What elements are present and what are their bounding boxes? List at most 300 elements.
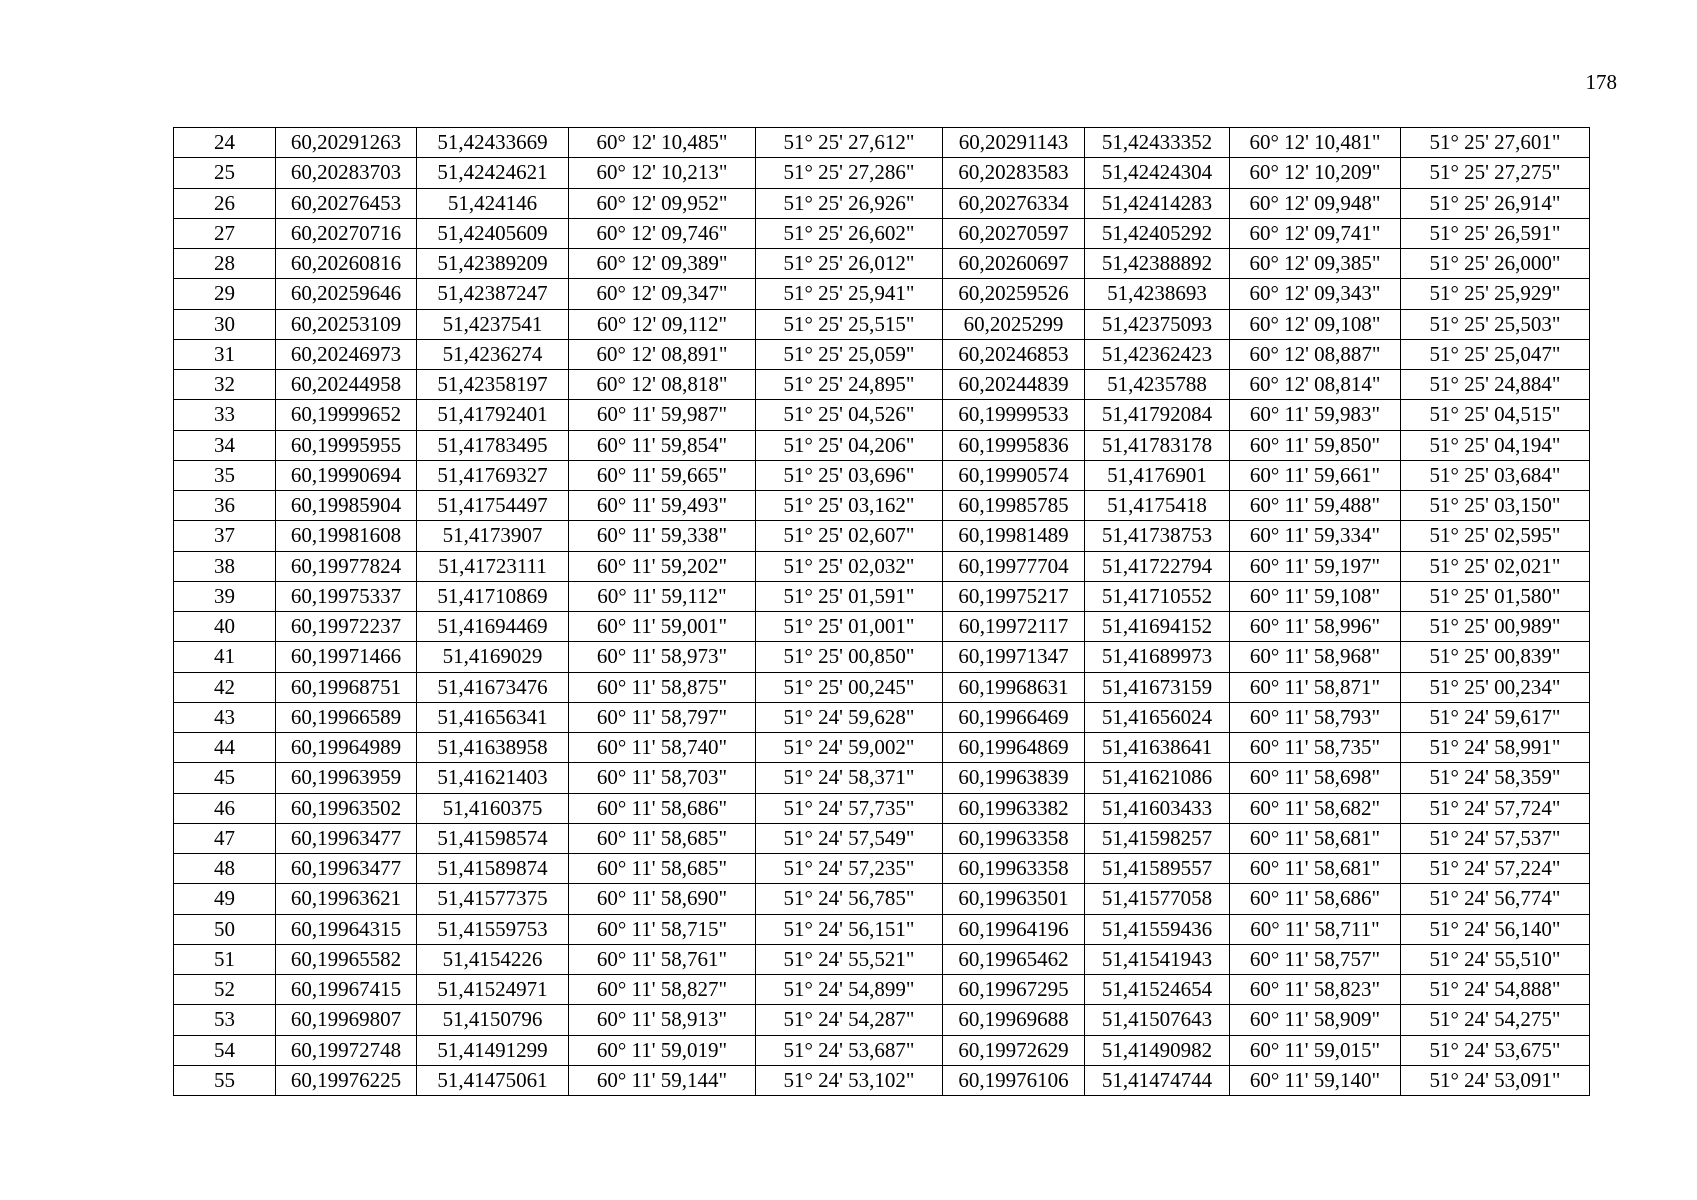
latitude-decimal-cell: 60,19985904 <box>276 491 417 521</box>
point-number-cell: 26 <box>174 188 276 218</box>
longitude-dms-2-cell: 51° 25' 25,047" <box>1401 339 1590 369</box>
longitude-decimal-cell: 51,41792401 <box>417 400 569 430</box>
longitude-decimal-2-cell: 51,41710552 <box>1085 581 1230 611</box>
latitude-decimal-cell: 60,20244958 <box>276 370 417 400</box>
table-row <box>174 309 1590 339</box>
longitude-decimal-cell: 51,41559753 <box>417 914 569 944</box>
point-number-cell: 34 <box>174 430 276 460</box>
table-row <box>174 1065 1590 1095</box>
table-row <box>174 128 1590 158</box>
latitude-decimal-cell: 60,20270716 <box>276 218 417 248</box>
longitude-decimal-2-cell: 51,41577058 <box>1085 884 1230 914</box>
latitude-dms-cell: 60° 12' 08,891" <box>569 339 756 369</box>
latitude-dms-cell: 60° 11' 58,827" <box>569 975 756 1005</box>
latitude-decimal-cell: 60,19963502 <box>276 793 417 823</box>
longitude-dms-2-cell: 51° 24' 58,359" <box>1401 763 1590 793</box>
longitude-dms-cell: 51° 24' 53,687" <box>756 1035 943 1065</box>
latitude-decimal-cell: 60,19981608 <box>276 521 417 551</box>
latitude-dms-cell: 60° 12' 10,213" <box>569 158 756 188</box>
longitude-decimal-2-cell: 51,42405292 <box>1085 218 1230 248</box>
longitude-dms-cell: 51° 25' 24,895" <box>756 370 943 400</box>
longitude-decimal-cell: 51,42433669 <box>417 128 569 158</box>
latitude-decimal-2-cell: 60,20246853 <box>943 339 1085 369</box>
longitude-dms-cell: 51° 24' 53,102" <box>756 1065 943 1095</box>
longitude-decimal-2-cell: 51,41621086 <box>1085 763 1230 793</box>
latitude-dms-2-cell: 60° 11' 58,996" <box>1230 612 1401 642</box>
longitude-decimal-cell: 51,41673476 <box>417 672 569 702</box>
latitude-decimal-2-cell: 60,19963358 <box>943 823 1085 853</box>
longitude-decimal-2-cell: 51,41638641 <box>1085 733 1230 763</box>
latitude-decimal-2-cell: 60,20291143 <box>943 128 1085 158</box>
latitude-decimal-2-cell: 60,19967295 <box>943 975 1085 1005</box>
latitude-dms-cell: 60° 11' 58,875" <box>569 672 756 702</box>
point-number-cell: 33 <box>174 400 276 430</box>
table-row <box>174 672 1590 702</box>
longitude-decimal-cell: 51,41589874 <box>417 854 569 884</box>
longitude-decimal-cell: 51,4237541 <box>417 309 569 339</box>
latitude-decimal-cell: 60,19976225 <box>276 1065 417 1095</box>
point-number-cell: 29 <box>174 279 276 309</box>
longitude-dms-2-cell: 51° 25' 27,275" <box>1401 158 1590 188</box>
longitude-dms-2-cell: 51° 25' 24,884" <box>1401 370 1590 400</box>
longitude-dms-2-cell: 51° 24' 57,537" <box>1401 823 1590 853</box>
longitude-decimal-cell: 51,41754497 <box>417 491 569 521</box>
latitude-dms-cell: 60° 11' 58,740" <box>569 733 756 763</box>
latitude-dms-cell: 60° 11' 58,715" <box>569 914 756 944</box>
latitude-dms-cell: 60° 12' 09,347" <box>569 279 756 309</box>
point-number-cell: 45 <box>174 763 276 793</box>
latitude-decimal-cell: 60,19969807 <box>276 1005 417 1035</box>
point-number-cell: 51 <box>174 944 276 974</box>
latitude-dms-2-cell: 60° 12' 09,343" <box>1230 279 1401 309</box>
point-number-cell: 37 <box>174 521 276 551</box>
longitude-decimal-cell: 51,42358197 <box>417 370 569 400</box>
latitude-decimal-cell: 60,19963477 <box>276 854 417 884</box>
table-row <box>174 793 1590 823</box>
table-row <box>174 400 1590 430</box>
latitude-dms-2-cell: 60° 11' 59,108" <box>1230 581 1401 611</box>
table-row <box>174 430 1590 460</box>
point-number-cell: 27 <box>174 218 276 248</box>
point-number-cell: 36 <box>174 491 276 521</box>
longitude-dms-2-cell: 51° 25' 26,000" <box>1401 249 1590 279</box>
latitude-dms-cell: 60° 11' 58,973" <box>569 642 756 672</box>
latitude-dms-cell: 60° 12' 10,485" <box>569 128 756 158</box>
latitude-decimal-cell: 60,20253109 <box>276 309 417 339</box>
longitude-dms-cell: 51° 24' 57,549" <box>756 823 943 853</box>
longitude-dms-cell: 51° 24' 59,002" <box>756 733 943 763</box>
latitude-dms-cell: 60° 12' 09,746" <box>569 218 756 248</box>
latitude-dms-2-cell: 60° 11' 59,334" <box>1230 521 1401 551</box>
point-number-cell: 32 <box>174 370 276 400</box>
latitude-decimal-cell: 60,19999652 <box>276 400 417 430</box>
latitude-dms-2-cell: 60° 11' 59,661" <box>1230 460 1401 490</box>
latitude-decimal-2-cell: 60,20259526 <box>943 279 1085 309</box>
longitude-decimal-2-cell: 51,4175418 <box>1085 491 1230 521</box>
point-number-cell: 38 <box>174 551 276 581</box>
latitude-decimal-cell: 60,19964315 <box>276 914 417 944</box>
longitude-decimal-2-cell: 51,41474744 <box>1085 1065 1230 1095</box>
latitude-dms-2-cell: 60° 11' 58,681" <box>1230 854 1401 884</box>
longitude-dms-2-cell: 51° 25' 26,914" <box>1401 188 1590 218</box>
longitude-dms-2-cell: 51° 25' 00,989" <box>1401 612 1590 642</box>
longitude-dms-2-cell: 51° 24' 57,224" <box>1401 854 1590 884</box>
latitude-dms-cell: 60° 11' 58,686" <box>569 793 756 823</box>
longitude-decimal-cell: 51,4154226 <box>417 944 569 974</box>
longitude-decimal-2-cell: 51,42414283 <box>1085 188 1230 218</box>
latitude-dms-2-cell: 60° 11' 59,015" <box>1230 1035 1401 1065</box>
latitude-decimal-2-cell: 60,19963839 <box>943 763 1085 793</box>
table-row <box>174 460 1590 490</box>
point-number-cell: 40 <box>174 612 276 642</box>
latitude-decimal-cell: 60,19968751 <box>276 672 417 702</box>
latitude-decimal-2-cell: 60,19975217 <box>943 581 1085 611</box>
longitude-decimal-2-cell: 51,41507643 <box>1085 1005 1230 1035</box>
latitude-dms-cell: 60° 11' 59,338" <box>569 521 756 551</box>
table-row <box>174 702 1590 732</box>
latitude-decimal-cell: 60,19972237 <box>276 612 417 642</box>
longitude-dms-cell: 51° 25' 27,612" <box>756 128 943 158</box>
longitude-dms-2-cell: 51° 24' 56,774" <box>1401 884 1590 914</box>
table-row <box>174 733 1590 763</box>
longitude-dms-2-cell: 51° 24' 58,991" <box>1401 733 1590 763</box>
latitude-decimal-2-cell: 60,20270597 <box>943 218 1085 248</box>
table-row <box>174 551 1590 581</box>
longitude-decimal-cell: 51,41491299 <box>417 1035 569 1065</box>
longitude-dms-2-cell: 51° 24' 57,724" <box>1401 793 1590 823</box>
latitude-decimal-cell: 60,19971466 <box>276 642 417 672</box>
longitude-dms-2-cell: 51° 25' 26,591" <box>1401 218 1590 248</box>
latitude-decimal-2-cell: 60,19963382 <box>943 793 1085 823</box>
table-row <box>174 521 1590 551</box>
table-row <box>174 339 1590 369</box>
longitude-decimal-2-cell: 51,41490982 <box>1085 1035 1230 1065</box>
longitude-decimal-cell: 51,41638958 <box>417 733 569 763</box>
longitude-dms-2-cell: 51° 25' 03,684" <box>1401 460 1590 490</box>
latitude-dms-cell: 60° 11' 59,987" <box>569 400 756 430</box>
point-number-cell: 47 <box>174 823 276 853</box>
latitude-decimal-2-cell: 60,19977704 <box>943 551 1085 581</box>
point-number-cell: 24 <box>174 128 276 158</box>
latitude-decimal-cell: 60,19966589 <box>276 702 417 732</box>
latitude-decimal-2-cell: 60,19969688 <box>943 1005 1085 1035</box>
latitude-dms-2-cell: 60° 11' 58,757" <box>1230 944 1401 974</box>
longitude-dms-cell: 51° 24' 55,521" <box>756 944 943 974</box>
latitude-dms-2-cell: 60° 11' 58,686" <box>1230 884 1401 914</box>
latitude-dms-2-cell: 60° 11' 58,682" <box>1230 793 1401 823</box>
latitude-dms-2-cell: 60° 12' 09,741" <box>1230 218 1401 248</box>
longitude-decimal-2-cell: 51,41689973 <box>1085 642 1230 672</box>
longitude-dms-cell: 51° 25' 02,607" <box>756 521 943 551</box>
latitude-decimal-2-cell: 60,19976106 <box>943 1065 1085 1095</box>
latitude-dms-2-cell: 60° 12' 08,814" <box>1230 370 1401 400</box>
latitude-dms-cell: 60° 12' 09,952" <box>569 188 756 218</box>
longitude-dms-cell: 51° 25' 02,032" <box>756 551 943 581</box>
latitude-dms-cell: 60° 11' 58,685" <box>569 823 756 853</box>
point-number-cell: 28 <box>174 249 276 279</box>
point-number-cell: 50 <box>174 914 276 944</box>
table-row <box>174 975 1590 1005</box>
longitude-dms-cell: 51° 25' 27,286" <box>756 158 943 188</box>
longitude-decimal-2-cell: 51,41783178 <box>1085 430 1230 460</box>
latitude-decimal-cell: 60,19963621 <box>276 884 417 914</box>
longitude-dms-2-cell: 51° 25' 02,595" <box>1401 521 1590 551</box>
table-row <box>174 491 1590 521</box>
table-row <box>174 370 1590 400</box>
table-row <box>174 884 1590 914</box>
longitude-decimal-2-cell: 51,42375093 <box>1085 309 1230 339</box>
longitude-decimal-cell: 51,42387247 <box>417 279 569 309</box>
longitude-dms-cell: 51° 24' 58,371" <box>756 763 943 793</box>
latitude-dms-cell: 60° 11' 58,913" <box>569 1005 756 1035</box>
longitude-dms-2-cell: 51° 25' 04,194" <box>1401 430 1590 460</box>
latitude-dms-2-cell: 60° 11' 58,698" <box>1230 763 1401 793</box>
longitude-dms-cell: 51° 25' 25,059" <box>756 339 943 369</box>
latitude-decimal-2-cell: 60,19968631 <box>943 672 1085 702</box>
table-row <box>174 642 1590 672</box>
longitude-decimal-cell: 51,42424621 <box>417 158 569 188</box>
longitude-dms-cell: 51° 24' 54,287" <box>756 1005 943 1035</box>
latitude-decimal-2-cell: 60,19995836 <box>943 430 1085 460</box>
point-number-cell: 55 <box>174 1065 276 1095</box>
point-number-cell: 35 <box>174 460 276 490</box>
longitude-decimal-cell: 51,41783495 <box>417 430 569 460</box>
latitude-dms-2-cell: 60° 11' 59,850" <box>1230 430 1401 460</box>
latitude-decimal-cell: 60,20246973 <box>276 339 417 369</box>
latitude-decimal-2-cell: 60,19985785 <box>943 491 1085 521</box>
page-number: 178 <box>1585 70 1617 94</box>
longitude-decimal-cell: 51,41710869 <box>417 581 569 611</box>
longitude-decimal-2-cell: 51,41673159 <box>1085 672 1230 702</box>
latitude-dms-2-cell: 60° 11' 58,681" <box>1230 823 1401 853</box>
longitude-dms-2-cell: 51° 25' 00,839" <box>1401 642 1590 672</box>
longitude-decimal-cell: 51,4173907 <box>417 521 569 551</box>
latitude-decimal-cell: 60,19963477 <box>276 823 417 853</box>
longitude-decimal-2-cell: 51,4235788 <box>1085 370 1230 400</box>
longitude-dms-cell: 51° 24' 57,235" <box>756 854 943 884</box>
table-row <box>174 218 1590 248</box>
longitude-dms-2-cell: 51° 24' 55,510" <box>1401 944 1590 974</box>
latitude-dms-2-cell: 60° 12' 09,385" <box>1230 249 1401 279</box>
longitude-dms-cell: 51° 25' 03,162" <box>756 491 943 521</box>
longitude-decimal-cell: 51,41475061 <box>417 1065 569 1095</box>
longitude-dms-2-cell: 51° 24' 53,091" <box>1401 1065 1590 1095</box>
longitude-dms-cell: 51° 25' 03,696" <box>756 460 943 490</box>
table-row <box>174 763 1590 793</box>
point-number-cell: 52 <box>174 975 276 1005</box>
longitude-decimal-2-cell: 51,4176901 <box>1085 460 1230 490</box>
longitude-decimal-cell: 51,41656341 <box>417 702 569 732</box>
longitude-dms-2-cell: 51° 24' 59,617" <box>1401 702 1590 732</box>
latitude-dms-2-cell: 60° 11' 59,140" <box>1230 1065 1401 1095</box>
latitude-decimal-2-cell: 60,19999533 <box>943 400 1085 430</box>
point-number-cell: 54 <box>174 1035 276 1065</box>
latitude-decimal-cell: 60,19972748 <box>276 1035 417 1065</box>
longitude-dms-2-cell: 51° 25' 01,580" <box>1401 581 1590 611</box>
point-number-cell: 46 <box>174 793 276 823</box>
point-number-cell: 49 <box>174 884 276 914</box>
latitude-dms-cell: 60° 11' 59,144" <box>569 1065 756 1095</box>
longitude-dms-2-cell: 51° 25' 00,234" <box>1401 672 1590 702</box>
table-row <box>174 188 1590 218</box>
longitude-dms-2-cell: 51° 25' 27,601" <box>1401 128 1590 158</box>
longitude-decimal-cell: 51,424146 <box>417 188 569 218</box>
latitude-dms-2-cell: 60° 12' 08,887" <box>1230 339 1401 369</box>
longitude-decimal-2-cell: 51,42388892 <box>1085 249 1230 279</box>
longitude-dms-cell: 51° 25' 25,515" <box>756 309 943 339</box>
longitude-dms-2-cell: 51° 25' 25,503" <box>1401 309 1590 339</box>
latitude-dms-cell: 60° 11' 58,690" <box>569 884 756 914</box>
longitude-dms-cell: 51° 24' 56,785" <box>756 884 943 914</box>
longitude-decimal-2-cell: 51,4238693 <box>1085 279 1230 309</box>
longitude-decimal-cell: 51,41723111 <box>417 551 569 581</box>
longitude-dms-2-cell: 51° 24' 53,675" <box>1401 1035 1590 1065</box>
table-row <box>174 823 1590 853</box>
point-number-cell: 48 <box>174 854 276 884</box>
latitude-decimal-cell: 60,19967415 <box>276 975 417 1005</box>
point-number-cell: 53 <box>174 1005 276 1035</box>
longitude-decimal-cell: 51,41577375 <box>417 884 569 914</box>
latitude-decimal-2-cell: 60,20276334 <box>943 188 1085 218</box>
latitude-decimal-2-cell: 60,19963358 <box>943 854 1085 884</box>
longitude-decimal-2-cell: 51,41722794 <box>1085 551 1230 581</box>
table-row <box>174 158 1590 188</box>
latitude-dms-cell: 60° 11' 58,761" <box>569 944 756 974</box>
table-body <box>174 128 1590 1096</box>
longitude-dms-2-cell: 51° 25' 04,515" <box>1401 400 1590 430</box>
longitude-dms-cell: 51° 25' 04,526" <box>756 400 943 430</box>
latitude-decimal-cell: 60,19977824 <box>276 551 417 581</box>
latitude-dms-cell: 60° 11' 58,797" <box>569 702 756 732</box>
table-row <box>174 581 1590 611</box>
table-row <box>174 279 1590 309</box>
latitude-decimal-2-cell: 60,19966469 <box>943 702 1085 732</box>
latitude-dms-2-cell: 60° 12' 09,108" <box>1230 309 1401 339</box>
latitude-decimal-2-cell: 60,19981489 <box>943 521 1085 551</box>
latitude-decimal-2-cell: 60,19990574 <box>943 460 1085 490</box>
latitude-decimal-cell: 60,20283703 <box>276 158 417 188</box>
table-row <box>174 854 1590 884</box>
longitude-decimal-2-cell: 51,41598257 <box>1085 823 1230 853</box>
longitude-dms-cell: 51° 24' 56,151" <box>756 914 943 944</box>
longitude-decimal-cell: 51,41769327 <box>417 460 569 490</box>
point-number-cell: 43 <box>174 702 276 732</box>
latitude-dms-2-cell: 60° 11' 58,871" <box>1230 672 1401 702</box>
latitude-dms-cell: 60° 12' 08,818" <box>569 370 756 400</box>
longitude-decimal-2-cell: 51,41738753 <box>1085 521 1230 551</box>
longitude-dms-cell: 51° 25' 00,245" <box>756 672 943 702</box>
longitude-decimal-2-cell: 51,42424304 <box>1085 158 1230 188</box>
longitude-dms-cell: 51° 25' 01,591" <box>756 581 943 611</box>
latitude-dms-cell: 60° 12' 09,389" <box>569 249 756 279</box>
table-row <box>174 612 1590 642</box>
latitude-decimal-cell: 60,19995955 <box>276 430 417 460</box>
latitude-dms-cell: 60° 11' 59,112" <box>569 581 756 611</box>
longitude-decimal-cell: 51,4150796 <box>417 1005 569 1035</box>
point-number-cell: 41 <box>174 642 276 672</box>
latitude-dms-2-cell: 60° 11' 59,983" <box>1230 400 1401 430</box>
longitude-decimal-cell: 51,41524971 <box>417 975 569 1005</box>
longitude-decimal-2-cell: 51,42433352 <box>1085 128 1230 158</box>
latitude-decimal-cell: 60,20260816 <box>276 249 417 279</box>
latitude-dms-2-cell: 60° 11' 58,823" <box>1230 975 1401 1005</box>
latitude-dms-2-cell: 60° 12' 10,481" <box>1230 128 1401 158</box>
longitude-dms-2-cell: 51° 24' 54,888" <box>1401 975 1590 1005</box>
latitude-dms-2-cell: 60° 12' 09,948" <box>1230 188 1401 218</box>
latitude-decimal-2-cell: 60,2025299 <box>943 309 1085 339</box>
latitude-decimal-2-cell: 60,20244839 <box>943 370 1085 400</box>
latitude-dms-2-cell: 60° 11' 59,197" <box>1230 551 1401 581</box>
point-number-cell: 31 <box>174 339 276 369</box>
latitude-decimal-cell: 60,19964989 <box>276 733 417 763</box>
longitude-dms-cell: 51° 24' 59,628" <box>756 702 943 732</box>
table-row <box>174 914 1590 944</box>
latitude-dms-cell: 60° 11' 59,854" <box>569 430 756 460</box>
longitude-dms-cell: 51° 24' 57,735" <box>756 793 943 823</box>
longitude-dms-2-cell: 51° 25' 25,929" <box>1401 279 1590 309</box>
longitude-decimal-2-cell: 51,41603433 <box>1085 793 1230 823</box>
longitude-decimal-2-cell: 51,41589557 <box>1085 854 1230 884</box>
latitude-dms-2-cell: 60° 11' 58,735" <box>1230 733 1401 763</box>
point-number-cell: 25 <box>174 158 276 188</box>
longitude-dms-cell: 51° 25' 26,012" <box>756 249 943 279</box>
latitude-dms-cell: 60° 11' 59,202" <box>569 551 756 581</box>
latitude-decimal-2-cell: 60,19971347 <box>943 642 1085 672</box>
longitude-decimal-2-cell: 51,41541943 <box>1085 944 1230 974</box>
coordinates-table <box>173 127 1590 1096</box>
longitude-dms-cell: 51° 24' 54,899" <box>756 975 943 1005</box>
latitude-decimal-cell: 60,20291263 <box>276 128 417 158</box>
longitude-decimal-2-cell: 51,41694152 <box>1085 612 1230 642</box>
longitude-decimal-cell: 51,4160375 <box>417 793 569 823</box>
latitude-dms-cell: 60° 11' 59,019" <box>569 1035 756 1065</box>
point-number-cell: 44 <box>174 733 276 763</box>
point-number-cell: 30 <box>174 309 276 339</box>
longitude-decimal-cell: 51,41694469 <box>417 612 569 642</box>
longitude-decimal-2-cell: 51,41656024 <box>1085 702 1230 732</box>
latitude-decimal-2-cell: 60,19964869 <box>943 733 1085 763</box>
latitude-dms-cell: 60° 12' 09,112" <box>569 309 756 339</box>
longitude-decimal-cell: 51,42389209 <box>417 249 569 279</box>
longitude-decimal-cell: 51,4169029 <box>417 642 569 672</box>
latitude-dms-cell: 60° 11' 59,001" <box>569 612 756 642</box>
longitude-decimal-cell: 51,4236274 <box>417 339 569 369</box>
longitude-dms-2-cell: 51° 24' 54,275" <box>1401 1005 1590 1035</box>
latitude-dms-cell: 60° 11' 58,685" <box>569 854 756 884</box>
longitude-dms-2-cell: 51° 25' 03,150" <box>1401 491 1590 521</box>
latitude-decimal-2-cell: 60,20283583 <box>943 158 1085 188</box>
latitude-decimal-cell: 60,20276453 <box>276 188 417 218</box>
table-row <box>174 249 1590 279</box>
longitude-decimal-cell: 51,42405609 <box>417 218 569 248</box>
longitude-decimal-cell: 51,41621403 <box>417 763 569 793</box>
longitude-dms-cell: 51° 25' 00,850" <box>756 642 943 672</box>
longitude-dms-cell: 51° 25' 04,206" <box>756 430 943 460</box>
latitude-decimal-cell: 60,19975337 <box>276 581 417 611</box>
latitude-dms-2-cell: 60° 12' 10,209" <box>1230 158 1401 188</box>
latitude-dms-2-cell: 60° 11' 59,488" <box>1230 491 1401 521</box>
table-row <box>174 944 1590 974</box>
longitude-decimal-2-cell: 51,42362423 <box>1085 339 1230 369</box>
longitude-dms-2-cell: 51° 24' 56,140" <box>1401 914 1590 944</box>
latitude-dms-cell: 60° 11' 59,665" <box>569 460 756 490</box>
longitude-dms-2-cell: 51° 25' 02,021" <box>1401 551 1590 581</box>
longitude-decimal-2-cell: 51,41792084 <box>1085 400 1230 430</box>
longitude-dms-cell: 51° 25' 01,001" <box>756 612 943 642</box>
latitude-decimal-2-cell: 60,19964196 <box>943 914 1085 944</box>
latitude-dms-2-cell: 60° 11' 58,968" <box>1230 642 1401 672</box>
longitude-decimal-2-cell: 51,41524654 <box>1085 975 1230 1005</box>
